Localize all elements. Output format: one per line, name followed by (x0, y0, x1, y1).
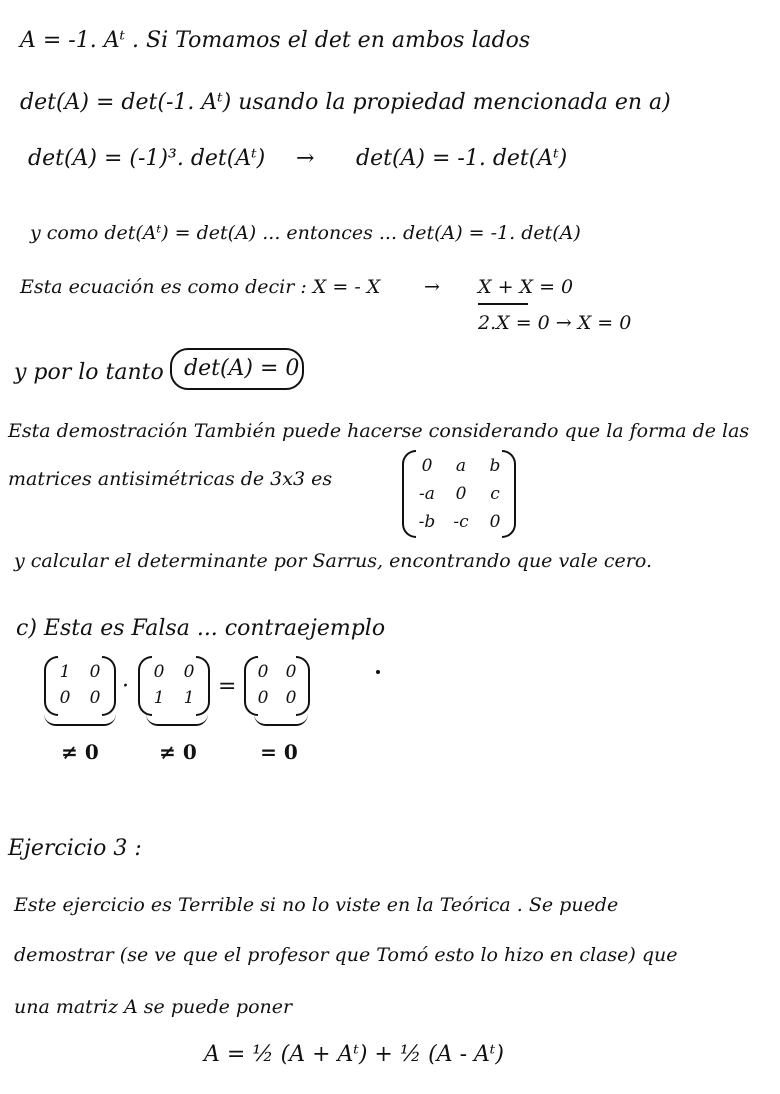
text-line-10: y calcular el determinante por Sarrus, encontrando que vale cero. (14, 550, 653, 572)
text-line-1: A = -1. Aᵗ . Si Tomamos el det en ambos lados (20, 28, 531, 53)
text-line-5a: Esta ecuación es como decir : X = - X (20, 276, 381, 298)
arrow-1: → (296, 146, 315, 171)
text-line-6: 2.X = 0 → X = 0 (478, 312, 632, 334)
decomposition-formula: A = ½ (A + Aᵗ) + ½ (A - Aᵗ) (204, 1042, 504, 1067)
text-line-9: matrices antisimétricas de 3x3 es (8, 468, 333, 490)
fraction-underline (478, 303, 528, 305)
text-line-7b: det(A) = 0 (184, 356, 300, 381)
text-line-3a: det(A) = (-1)³. det(Aᵗ) (28, 146, 266, 171)
antisymmetric-matrix: 0 a b -a 0 c -b -c 0 (402, 450, 516, 538)
underbrace-label-3: = 0 (260, 740, 298, 764)
text-line-5b: X + X = 0 (478, 276, 574, 298)
underbrace-label-1: ≠ 0 (61, 740, 99, 764)
counterexample-matrix-3: 0 0 0 0 (244, 656, 310, 716)
underbrace-1 (44, 714, 116, 726)
underbrace-2 (146, 714, 208, 726)
text-line-15: una matriz A se puede poner (14, 996, 293, 1018)
counterexample-matrix-2: 0 0 1 1 (138, 656, 210, 716)
equals-sign: = (218, 674, 237, 699)
text-line-2: det(A) = det(-1. Aᵗ) usando la propiedad mencionada en a) (20, 90, 671, 115)
dot-operator: · (122, 674, 129, 699)
exercise-3-heading: Ejercicio 3 : (8, 836, 142, 861)
text-line-8: Esta demostración También puede hacerse considerando que la forma de las (8, 420, 750, 442)
arrow-2: → (424, 276, 440, 298)
underbrace-label-2: ≠ 0 (159, 740, 197, 764)
ink-dot (376, 670, 380, 674)
text-line-14: demostrar (se ve que el profesor que Tomó esto lo hizo en clase) que (14, 944, 678, 966)
text-line-11: c) Esta es Falsa ... contraejemplo (16, 616, 386, 641)
text-line-3b: det(A) = -1. det(Aᵗ) (356, 146, 568, 171)
text-line-7a: y por lo tanto (14, 360, 164, 385)
underbrace-3 (254, 714, 308, 726)
text-line-4: y como det(Aᵗ) = det(A) ... entonces ... det(A) = -1. det(A) (30, 222, 581, 244)
text-line-13: Este ejercicio es Terrible si no lo viste en la Teórica . Se puede (14, 894, 619, 916)
counterexample-matrix-1: 1 0 0 0 (44, 656, 116, 716)
